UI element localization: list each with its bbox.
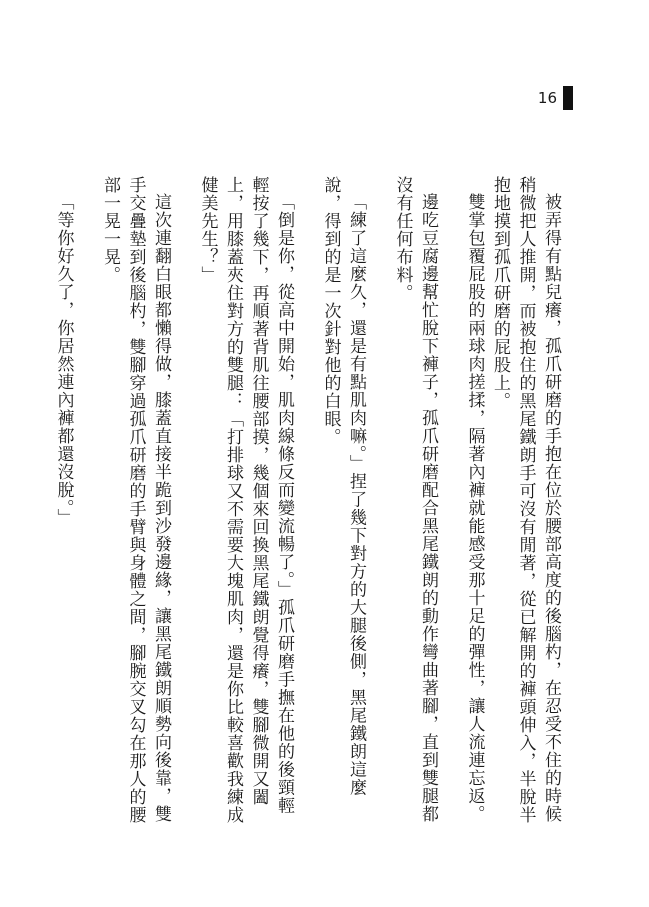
paragraph-7: 「等你好久了，你居然連內褲都還沒脫。」 [53, 193, 74, 527]
paragraph-4: 「練了這麼久，還是有點肌肉嘛。」捏了幾下對方的大腿後側，黑尾鐵朗這麼說，得到的是一次針對他的白眼。 [320, 176, 366, 797]
paragraph-3: 邊吃豆腐邊幫忙脫下褲子，孤爪研磨配合黑尾鐵朗的動作彎曲著腳，直到雙腿都沒有任何布料。 [392, 176, 438, 823]
paragraph-6: 這次連翻白眼都懶得做，膝蓋直接半跪到沙發邊緣，讓黑尾鐵朗順勢向後靠，雙手交疊墊到後腦杓，雙腳穿過孤爪研磨的手臂與身體之間，腳腕交叉勾在那人的腰部一晃一晃。 [100, 176, 171, 824]
page-number: 16 [537, 89, 557, 107]
vertical-text-body [53, 176, 563, 826]
paragraph-2: 雙掌包覆屁股的兩球肉搓揉，隔著內褲就能感受那十足的彈性，讓人流連忘返。 [464, 193, 485, 823]
paragraph-1: 被弄得有點兒癢，孤爪研磨的手抱在位於腰部高度的後腦杓，在忍受不住的時候稍微把人推開，而被抱住的黑尾鐵朗手可沒有閒著，從已解開的褲頭伸入，半脫半抱地摸到孤爪研磨的屁股上。 [490, 176, 561, 824]
paragraph-5: 「倒是你，從高中開始，肌肉線條反而變流暢了。」孤爪研磨手撫在他的後頸輕輕按了幾下，再順著背肌往腰部摸，幾個來回換黑尾鐵朗覺得癢，雙腳微開又闔上，用膝蓋夾住對方的雙腿：「打排球又不需要大塊肌肉，還是你比較喜歡我練成健美先生？」 [197, 176, 294, 824]
page-marker-block [563, 86, 573, 110]
